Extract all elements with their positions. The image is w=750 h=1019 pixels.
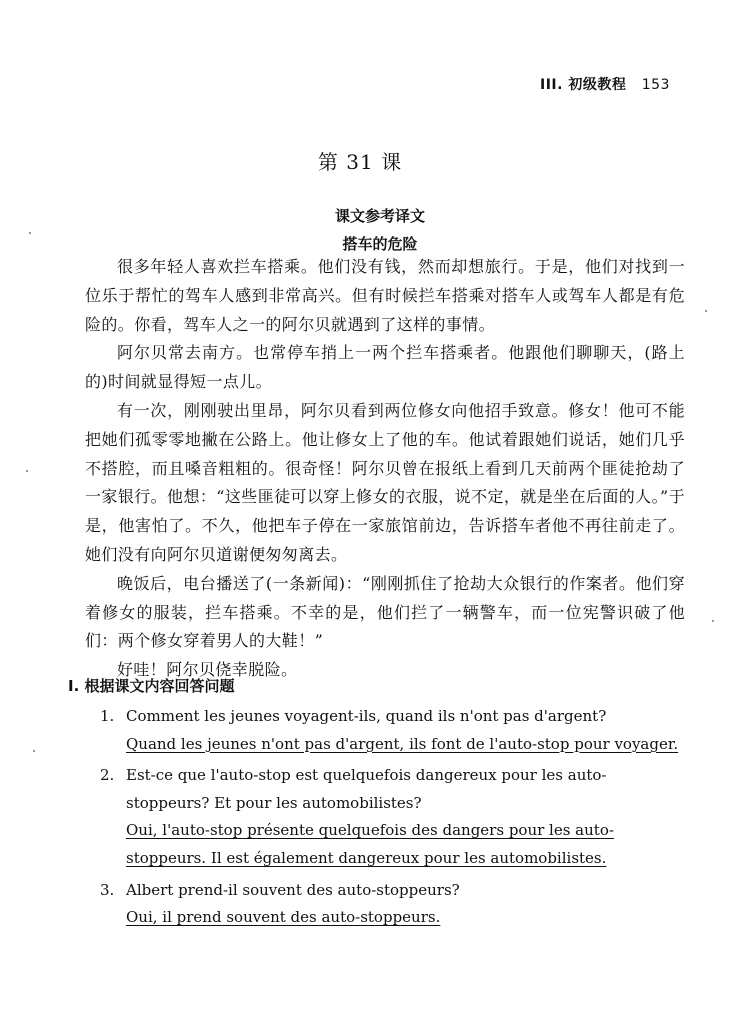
scan-speck [712,620,714,622]
scan-speck [26,470,28,472]
answer: Quand les jeunes n'ont pas d'argent, ils font de l'auto-stop pour voyager. [126,734,679,753]
exercise-item [100,877,685,932]
answer: Oui, il prend souvent des auto-stoppeurs. [126,908,441,927]
lesson-title: 第 31 课 [317,150,403,174]
exercise-item [100,762,685,872]
header-section: III. 初级教程 [540,77,627,93]
paragraph: 好哇！阿尔贝侥幸脱险。 [117,660,298,680]
question: Comment les jeunes voyagent-ils, quand ils n'ont pas d'argent? [126,707,607,725]
scan-speck [33,750,35,752]
exercise-heading: I. 根据课文内容回答问题 [68,677,235,695]
paragraph: 很多年轻人喜欢拦车搭乘。他们没有钱，然而却想旅行。于是，他们对找到一位乐于帮忙的驾车人感到非常高兴。但有时候拦车搭乘对搭车人或驾车人都是有危险的。你看，驾车人之一的阿尔贝就遇到了这样的事情。 [85,257,685,334]
answer: Oui, l'auto-stop présente quelquefois des dangers pour les auto-stoppeurs. Il est également dangereux pour les automobilistes. [126,821,614,867]
text-title: 搭车的危险 [342,235,418,253]
paragraph: 阿尔贝常去南方。也常停车捎上一两个拦车搭乘者。他跟他们聊聊天，(路上的)时间就显得短一点儿。 [85,343,685,392]
item-number: 3. [100,880,115,899]
running-header [540,74,740,94]
item-number: 2. [100,766,115,785]
scan-speck [29,232,31,234]
exercise-list [100,703,685,936]
exercise-item [100,703,685,758]
item-number: 1. [100,707,115,725]
paragraph: 晚饭后，电台播送了(一条新闻)：“刚刚抓住了抢劫大众银行的作案者。他们穿着修女的服装，拦车搭乘。不幸的是，他们拦了一辆警车，而一位宪警识破了他们：两个修女穿着男人的大鞋！” [85,573,685,651]
question: Est-ce que l'auto-stop est quelquefois dangereux pour les auto-stoppeurs? Et pour les automobilistes? [126,766,607,812]
question: Albert prend-il souvent des auto-stoppeurs? [126,880,460,899]
scan-speck [705,310,707,312]
paragraph: 有一次，刚刚驶出里昂，阿尔贝看到两位修女向他招手致意。修女！他可不能把她们孤零零地撇在公路上。他让修女上了他的车。他试着跟她们说话，她们几乎不搭腔，而且嗓音粗粗的。很奇怪！阿尔贝曾在报纸上看到几天前两个匪徒抢劫了一家银行。他想：“这些匪徒可以穿上修女的衣服，说不定，就是坐在后面的人。”于是，他害怕了。不久，他把车子停在一家旅馆前边，告诉搭车者他不再往前走了。她们没有向阿尔贝道谢便匆匆离去。 [85,400,685,564]
page-number: 153 [641,77,670,93]
translation-subtitle: 课文参考译文 [334,207,425,225]
translation-body [85,253,685,685]
